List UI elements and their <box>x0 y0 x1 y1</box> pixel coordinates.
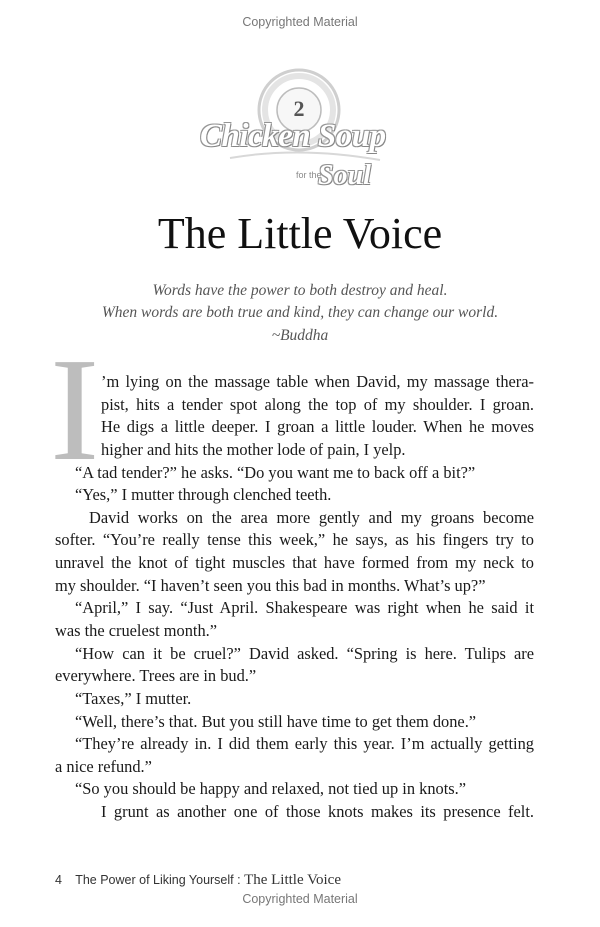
body-line: pist, hits a tender spot along the top of my shoulder. I groan. <box>101 395 534 414</box>
body-line: He digs a little deeper. I groan a little louder. When he moves <box>101 417 534 436</box>
page-footer <box>55 872 341 889</box>
epigraph-line-2: When words are both true and kind, they can change our world. <box>101 304 499 321</box>
logo-brand-soul: Soul <box>318 160 371 191</box>
body-line: ’m lying on the massage table when David, my massage thera- <box>101 372 534 391</box>
body-line: “How can it be cruel?” David asked. “Spring is here. Tulips are <box>75 644 534 663</box>
copyright-notice-bottom: Copyrighted Material <box>242 892 358 906</box>
body-line: “A tad tender?” he asks. “Do you want me to back off a bit?” <box>75 463 476 482</box>
body-line: was the cruelest month.” <box>55 621 218 640</box>
body-line: unravel the knot of tight muscles that have formed from my neck to <box>55 553 534 572</box>
body-line: I grunt as another one of those knots makes its presence felt. <box>101 802 534 821</box>
body-line: “So you should be happy and relaxed, not tied up in knots.” <box>75 779 467 798</box>
body-line: David works on the area more gently and my groans become <box>89 508 534 527</box>
footer-chapter-title: The Little Voice <box>244 872 341 888</box>
body-line: “Yes,” I mutter through clenched teeth. <box>75 485 332 504</box>
body-line: “Well, there’s that. But you still have time to get them done.” <box>75 712 477 731</box>
body-line: my shoulder. “I haven’t seen you this bad in months. What’s up?” <box>55 576 486 595</box>
body-line: everywhere. Trees are in bud.” <box>55 666 257 685</box>
body-line: “They’re already in. I did them early this year. I’m actually getting <box>75 734 534 753</box>
body-line: softer. “You’re really tense this week,” he says, as his fingers try to <box>55 530 534 549</box>
epigraph-line-1: Words have the power to both destroy and heal. <box>152 282 448 299</box>
chapter-number: 2 <box>293 96 305 121</box>
body-line: higher and hits the mother lode of pain, I yelp. <box>101 440 406 459</box>
drop-cap: I <box>50 328 100 492</box>
body-line: “Taxes,” I mutter. <box>75 689 192 708</box>
logo-brand-for-the: for the <box>296 170 322 180</box>
chapter-title: The Little Voice <box>157 209 443 258</box>
body-line: a nice refund.” <box>55 757 152 776</box>
page-number: 4 <box>55 873 62 887</box>
logo-brand-chicken-soup: Chicken Soup <box>200 118 386 154</box>
epigraph-attribution: ~Buddha <box>271 327 329 344</box>
body-line: “April,” I say. “Just April. Shakespeare was right when he said it <box>75 598 534 617</box>
copyright-notice-top: Copyrighted Material <box>242 15 358 29</box>
footer-section-title: The Power of Liking Yourself : <box>75 873 241 887</box>
